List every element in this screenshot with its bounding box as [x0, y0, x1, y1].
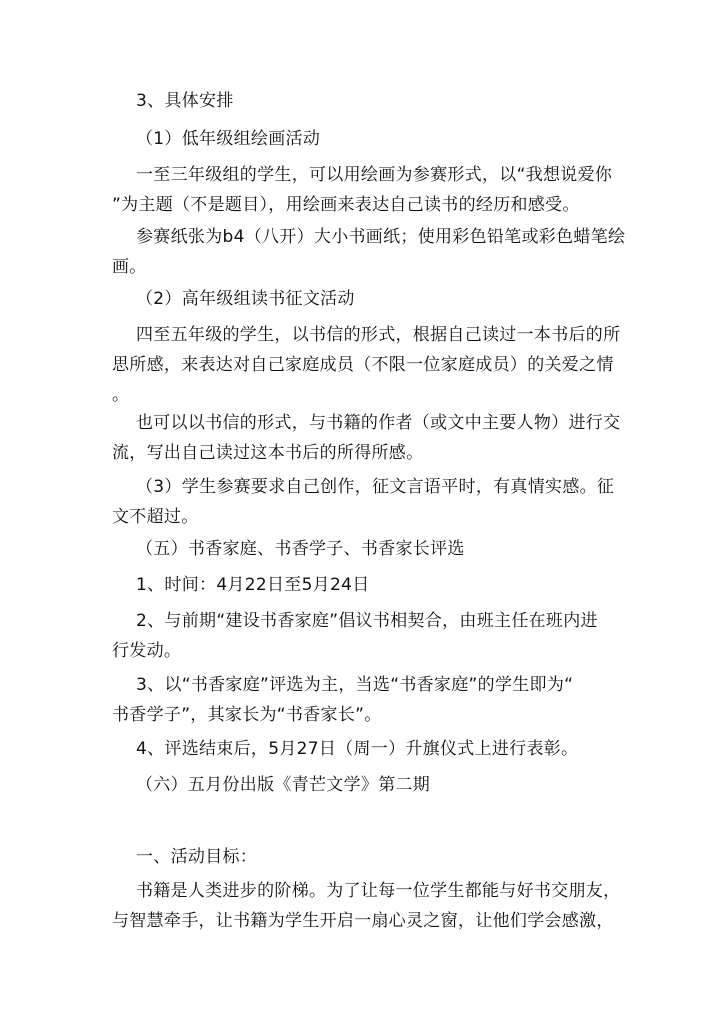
text-line: 1、时间：4月22日至5月24日 — [136, 575, 370, 595]
section-heading-specific-arrangements — [112, 86, 612, 116]
paragraph-letter-to-author — [112, 408, 621, 468]
subheading-lower-grade-drawing — [112, 124, 612, 154]
text-line: （六）五月份出版《青芒文学》第二期 — [136, 775, 431, 795]
text-line: 参赛纸张为b4（八开）大小书画纸；使用彩色铅笔或彩色蜡笔绘 — [136, 227, 626, 247]
paragraph-activity-goals-description — [112, 876, 621, 936]
text-line: （1）低年级组绘画活动 — [136, 129, 321, 149]
paragraph-award-ceremony — [112, 734, 612, 764]
text-line: 一、活动目标： — [136, 847, 258, 867]
section-heading-bookish-family-selection — [112, 534, 612, 564]
text-line: 一至三年级组的学生，可以用绘画为参赛形式，以“我想说爱你 — [136, 165, 613, 185]
paragraph-entry-requirements — [112, 472, 615, 532]
text-line: 文不超过。 — [112, 507, 199, 527]
paragraph-selection-time — [112, 570, 612, 600]
text-line: 3、具体安排 — [136, 91, 234, 111]
text-line: 3、以“书香家庭”评选为主，当选“书香家庭”的学生即为“ — [136, 675, 574, 695]
text-line: （五）书香家庭、书香学子、书香家长评选 — [136, 539, 465, 559]
paragraph-paper-requirements — [112, 222, 626, 282]
text-line: 也可以以书信的形式，与书籍的作者（或文中主要人物）进行交 — [136, 413, 621, 433]
text-line: 书籍是人类进步的阶梯。为了让每一位学生都能与好书交朋友， — [136, 881, 621, 901]
text-line: 思所感，来表达对自己家庭成员（不限一位家庭成员）的关爱之情 — [112, 355, 614, 375]
text-line: （2）高年级组读书征文活动 — [136, 289, 355, 309]
section-heading-may-publication — [112, 770, 612, 800]
text-line: 行发动。 — [112, 641, 182, 661]
text-line: 画。 — [112, 257, 147, 277]
paragraph-initiative-alignment — [112, 606, 612, 666]
paragraph-upper-grade-description — [112, 320, 621, 410]
text-line: （3）学生参赛要求自己创作，征文言语平时，有真情实感。征 — [136, 477, 615, 497]
text-line: 。 — [112, 385, 130, 405]
text-line: 4、评选结束后，5月27日（周一）升旗仪式上进行表彰。 — [136, 739, 579, 759]
subheading-upper-grade-essay — [112, 284, 612, 314]
text-line: 流，写出自己读过这本书后的所得所感。 — [112, 443, 424, 463]
section-heading-activity-goals — [112, 842, 612, 872]
text-line: 2、与前期“建设书香家庭”倡议书相契合，由班主任在班内进 — [136, 611, 598, 631]
paragraph-lower-grade-description — [112, 160, 612, 220]
text-line: ”为主题（不是题目），用绘画来表达自己读书的经历和感受。 — [112, 195, 580, 215]
text-line: 四至五年级的学生，以书信的形式，根据自己读过一本书后的所 — [136, 325, 621, 345]
text-line: 与智慧牵手，让书籍为学生开启一扇心灵之窗，让他们学会感激， — [112, 911, 614, 931]
paragraph-selection-rules — [112, 670, 612, 730]
text-line: 书香学子”，其家长为“书香家长”。 — [112, 705, 382, 725]
